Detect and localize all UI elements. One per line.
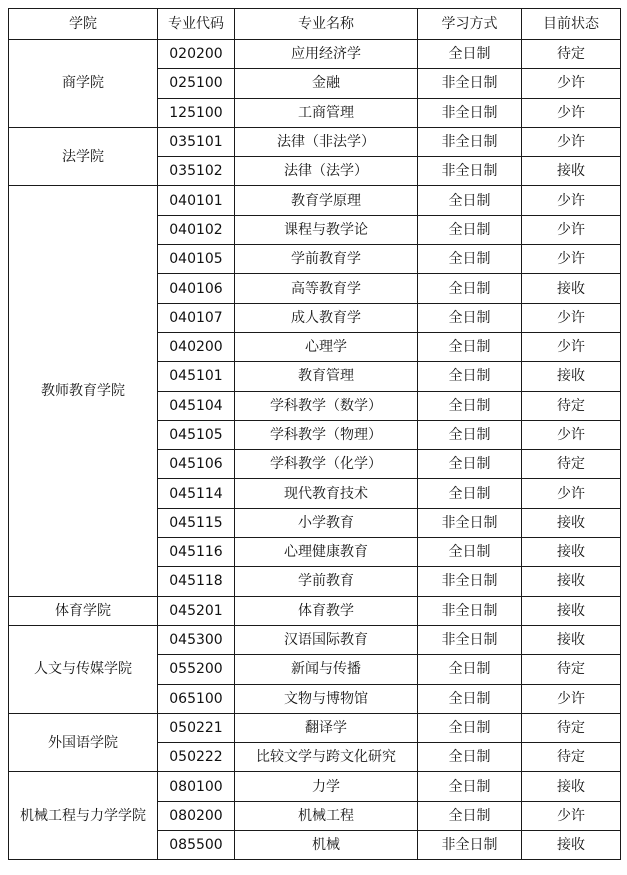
code-cell: 025100 xyxy=(158,69,235,98)
mode-cell: 全日制 xyxy=(418,538,522,567)
code-cell: 040107 xyxy=(158,303,235,332)
major-cell: 金融 xyxy=(235,69,418,98)
code-cell: 045300 xyxy=(158,625,235,654)
status-cell: 接收 xyxy=(522,625,621,654)
status-cell: 接收 xyxy=(522,538,621,567)
header-row xyxy=(9,9,621,40)
code-cell: 020200 xyxy=(158,40,235,69)
code-cell: 055200 xyxy=(158,655,235,684)
major-cell: 课程与教学论 xyxy=(235,215,418,244)
table-row xyxy=(9,127,621,156)
major-cell: 体育教学 xyxy=(235,596,418,625)
major-cell: 应用经济学 xyxy=(235,40,418,69)
status-cell: 少许 xyxy=(522,303,621,332)
major-cell: 翻译学 xyxy=(235,713,418,742)
code-cell: 040102 xyxy=(158,215,235,244)
mode-cell: 全日制 xyxy=(418,713,522,742)
mode-cell: 全日制 xyxy=(418,215,522,244)
status-cell: 少许 xyxy=(522,801,621,830)
major-cell: 心理学 xyxy=(235,332,418,361)
mode-cell: 非全日制 xyxy=(418,596,522,625)
major-cell: 机械 xyxy=(235,831,418,860)
mode-cell: 全日制 xyxy=(418,655,522,684)
code-cell: 045106 xyxy=(158,450,235,479)
table-body xyxy=(9,40,621,860)
status-cell: 少许 xyxy=(522,215,621,244)
college-cell: 教师教育学院 xyxy=(9,186,158,596)
code-cell: 045114 xyxy=(158,479,235,508)
college-cell: 商学院 xyxy=(9,40,158,128)
status-cell: 接收 xyxy=(522,274,621,303)
mode-cell: 非全日制 xyxy=(418,127,522,156)
major-cell: 成人教育学 xyxy=(235,303,418,332)
college-cell: 机械工程与力学学院 xyxy=(9,772,158,860)
mode-cell: 全日制 xyxy=(418,332,522,361)
code-cell: 045201 xyxy=(158,596,235,625)
mode-cell: 非全日制 xyxy=(418,157,522,186)
major-cell: 现代教育技术 xyxy=(235,479,418,508)
status-cell: 待定 xyxy=(522,391,621,420)
header-major: 专业名称 xyxy=(235,9,418,40)
table-header xyxy=(9,9,621,40)
mode-cell: 全日制 xyxy=(418,391,522,420)
mode-cell: 全日制 xyxy=(418,362,522,391)
status-cell: 少许 xyxy=(522,479,621,508)
code-cell: 045115 xyxy=(158,508,235,537)
major-cell: 汉语国际教育 xyxy=(235,625,418,654)
code-cell: 035101 xyxy=(158,127,235,156)
status-cell: 少许 xyxy=(522,245,621,274)
mode-cell: 非全日制 xyxy=(418,831,522,860)
code-cell: 045116 xyxy=(158,538,235,567)
major-cell: 工商管理 xyxy=(235,98,418,127)
code-cell: 080200 xyxy=(158,801,235,830)
major-cell: 法律（法学） xyxy=(235,157,418,186)
status-cell: 待定 xyxy=(522,40,621,69)
status-cell: 接收 xyxy=(522,596,621,625)
mode-cell: 全日制 xyxy=(418,772,522,801)
mode-cell: 非全日制 xyxy=(418,508,522,537)
major-cell: 小学教育 xyxy=(235,508,418,537)
status-cell: 少许 xyxy=(522,332,621,361)
major-cell: 高等教育学 xyxy=(235,274,418,303)
major-cell: 新闻与传播 xyxy=(235,655,418,684)
major-cell: 比较文学与跨文化研究 xyxy=(235,743,418,772)
status-cell: 待定 xyxy=(522,655,621,684)
status-cell: 接收 xyxy=(522,772,621,801)
status-cell: 少许 xyxy=(522,127,621,156)
major-cell: 学科教学（数学） xyxy=(235,391,418,420)
table-row xyxy=(9,40,621,69)
mode-cell: 非全日制 xyxy=(418,98,522,127)
status-cell: 接收 xyxy=(522,362,621,391)
code-cell: 040106 xyxy=(158,274,235,303)
major-cell: 文物与博物馆 xyxy=(235,684,418,713)
code-cell: 050222 xyxy=(158,743,235,772)
mode-cell: 全日制 xyxy=(418,420,522,449)
code-cell: 040105 xyxy=(158,245,235,274)
major-cell: 法律（非法学） xyxy=(235,127,418,156)
college-cell: 人文与传媒学院 xyxy=(9,625,158,713)
table-row xyxy=(9,625,621,654)
table-row xyxy=(9,713,621,742)
college-cell: 法学院 xyxy=(9,127,158,186)
status-cell: 少许 xyxy=(522,69,621,98)
table-row xyxy=(9,772,621,801)
code-cell: 040200 xyxy=(158,332,235,361)
mode-cell: 全日制 xyxy=(418,274,522,303)
mode-cell: 非全日制 xyxy=(418,567,522,596)
header-status: 目前状态 xyxy=(522,9,621,40)
status-cell: 接收 xyxy=(522,157,621,186)
mode-cell: 全日制 xyxy=(418,450,522,479)
mode-cell: 非全日制 xyxy=(418,625,522,654)
mode-cell: 全日制 xyxy=(418,40,522,69)
mode-cell: 全日制 xyxy=(418,303,522,332)
mode-cell: 全日制 xyxy=(418,186,522,215)
header-code: 专业代码 xyxy=(158,9,235,40)
major-cell: 学前教育 xyxy=(235,567,418,596)
status-cell: 少许 xyxy=(522,684,621,713)
mode-cell: 全日制 xyxy=(418,245,522,274)
mode-cell: 全日制 xyxy=(418,743,522,772)
admissions-table xyxy=(8,8,621,860)
mode-cell: 全日制 xyxy=(418,479,522,508)
code-cell: 085500 xyxy=(158,831,235,860)
major-cell: 学科教学（物理） xyxy=(235,420,418,449)
status-cell: 少许 xyxy=(522,186,621,215)
status-cell: 少许 xyxy=(522,420,621,449)
code-cell: 050221 xyxy=(158,713,235,742)
code-cell: 080100 xyxy=(158,772,235,801)
header-college: 学院 xyxy=(9,9,158,40)
major-cell: 机械工程 xyxy=(235,801,418,830)
status-cell: 待定 xyxy=(522,743,621,772)
code-cell: 125100 xyxy=(158,98,235,127)
status-cell: 接收 xyxy=(522,831,621,860)
major-cell: 学科教学（化学） xyxy=(235,450,418,479)
major-cell: 教育管理 xyxy=(235,362,418,391)
code-cell: 045105 xyxy=(158,420,235,449)
table-row xyxy=(9,596,621,625)
code-cell: 040101 xyxy=(158,186,235,215)
status-cell: 接收 xyxy=(522,508,621,537)
mode-cell: 全日制 xyxy=(418,684,522,713)
code-cell: 065100 xyxy=(158,684,235,713)
status-cell: 待定 xyxy=(522,713,621,742)
college-cell: 外国语学院 xyxy=(9,713,158,772)
code-cell: 045101 xyxy=(158,362,235,391)
code-cell: 035102 xyxy=(158,157,235,186)
status-cell: 少许 xyxy=(522,98,621,127)
mode-cell: 全日制 xyxy=(418,801,522,830)
college-cell: 体育学院 xyxy=(9,596,158,625)
code-cell: 045118 xyxy=(158,567,235,596)
major-cell: 教育学原理 xyxy=(235,186,418,215)
code-cell: 045104 xyxy=(158,391,235,420)
mode-cell: 非全日制 xyxy=(418,69,522,98)
major-cell: 力学 xyxy=(235,772,418,801)
table-row xyxy=(9,186,621,215)
major-cell: 心理健康教育 xyxy=(235,538,418,567)
major-cell: 学前教育学 xyxy=(235,245,418,274)
header-mode: 学习方式 xyxy=(418,9,522,40)
status-cell: 待定 xyxy=(522,450,621,479)
status-cell: 接收 xyxy=(522,567,621,596)
